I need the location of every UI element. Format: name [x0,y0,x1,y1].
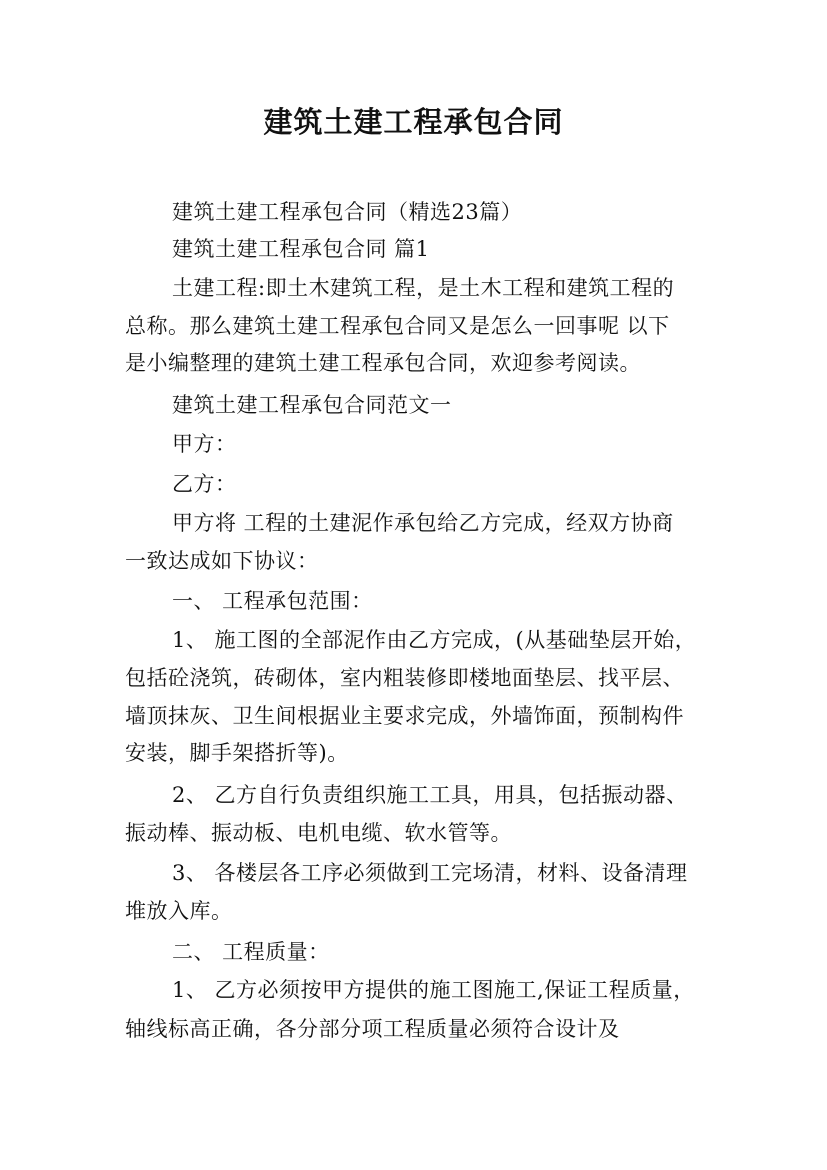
paragraph-line: 土建工程:即土木建筑工程，是土木工程和建筑工程的 [172,276,675,300]
clause-item-line: 3、 各楼层各工序必须做到工完场清，材料、设备清理 [172,861,688,885]
clause-heading: 一、 工程承包范围： [172,589,373,613]
party-b-label: 乙方： [172,472,237,496]
subtitle-line: 建筑土建工程承包合同（精选23篇） [172,200,523,224]
clause-item-line: 振动棒、振动板、电机电缆、软水管等。 [125,821,512,845]
clause-item-line: 安装，脚手架搭折等)。 [125,741,349,765]
paragraph-line: 总称。那么建筑土建工程承包合同又是怎么一回事呢 以下 [125,314,670,338]
clause-item-line: 堆放入库。 [125,899,233,923]
clause-item-line: 1、 乙方必须按甲方提供的施工图施工,保证工程质量， [172,978,695,1002]
paragraph-line: 一致达成如下协议： [125,549,319,573]
document-title: 建筑土建工程承包合同 [263,105,564,139]
clause-heading: 二、 工程质量： [172,940,330,964]
section-heading: 建筑土建工程承包合同范文一 [172,393,452,417]
clause-item-line: 1、 施工图的全部泥作由乙方完成，(从基础垫层开始， [172,628,697,652]
paragraph-line: 是小编整理的建筑土建工程承包合同，欢迎参考阅读。 [125,351,641,375]
paragraph-line: 甲方将 工程的土建泥作承包给乙方完成，经双方协商 [172,511,674,535]
clause-item-line: 2、 乙方自行负责组织施工工具，用具，包括振动器、 [172,783,688,807]
party-a-label: 甲方： [172,432,237,456]
clause-item-line: 包括砼浇筑，砖砌体，室内粗装修即楼地面垫层、找平层、 [125,666,684,690]
clause-item-line: 轴线标高正确，各分部分项工程质量必须符合设计及 [125,1017,620,1041]
section-heading: 建筑土建工程承包合同 篇1 [172,237,430,261]
clause-item-line: 墙顶抹灰、卫生间根据业主要求完成，外墙饰面，预制构件 [125,704,684,728]
